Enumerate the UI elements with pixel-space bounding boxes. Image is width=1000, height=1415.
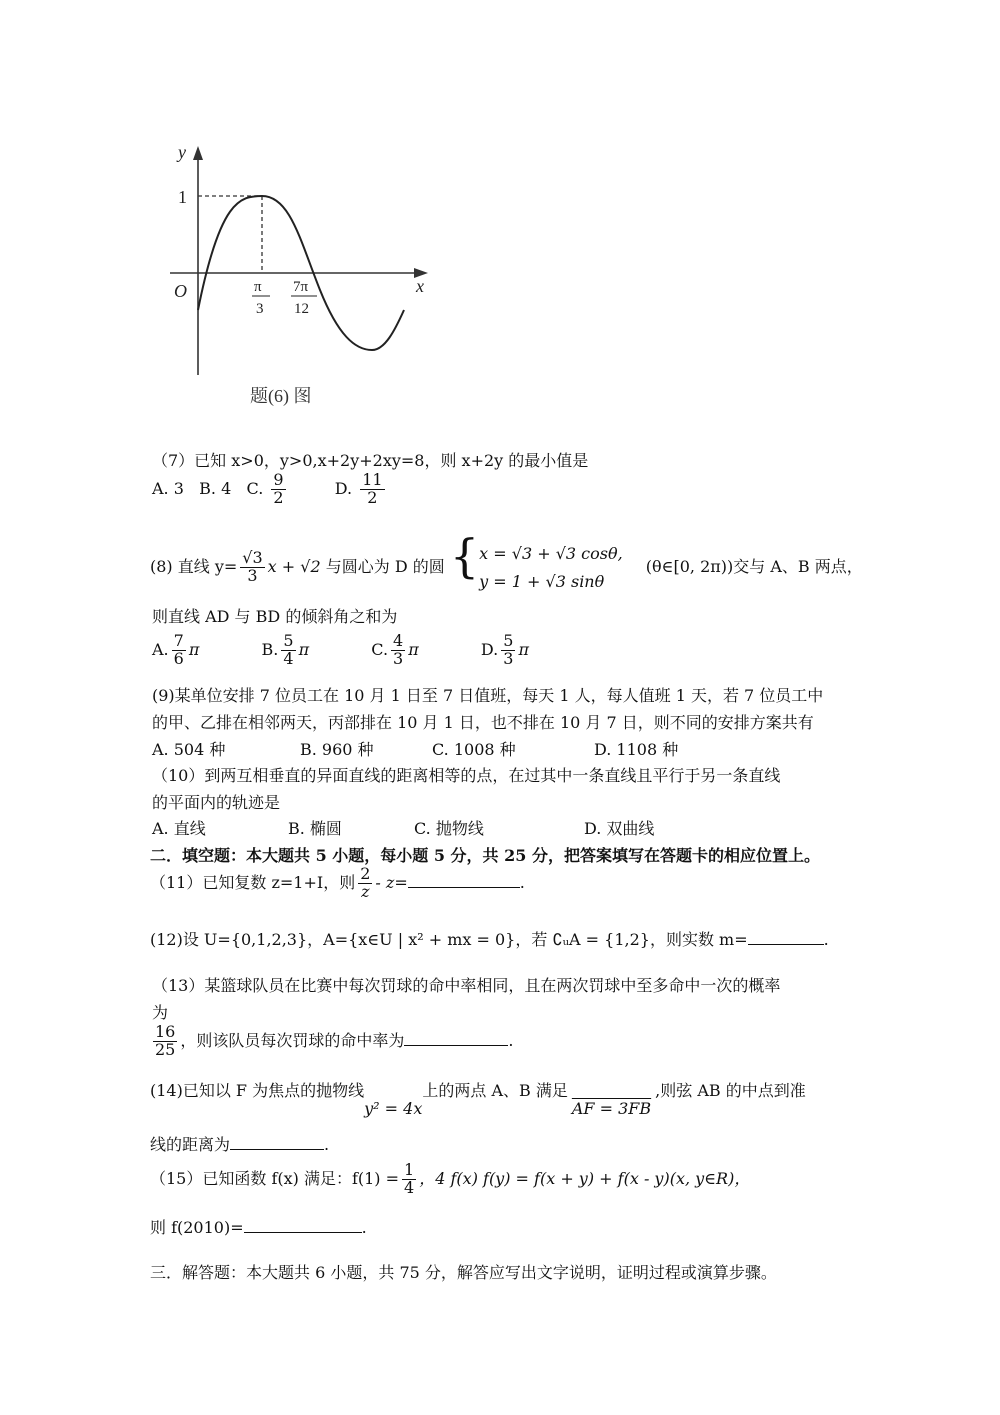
- q13-line2: 为: [152, 1003, 169, 1022]
- q14-vector: AF = 3FB: [571, 1099, 652, 1118]
- q9-line1: (9)某单位安排 7 位员工在 10 月 1 日至 7 日值班，每天 1 人，每人值班 1 天，若 7 位员工中: [152, 686, 824, 705]
- q13-answer-blank: [404, 1031, 508, 1046]
- y-axis-arrow: [193, 146, 203, 160]
- x-axis-label: x: [416, 276, 424, 296]
- q8-slope-frac: $\frac{√3}{3}$: [242, 548, 263, 585]
- section-2-heading: 二．填空题：本大题共 5 小题，每小题 5 分，共 25 分，把答案填写在答题卡的相应位置上。: [150, 846, 820, 865]
- q8-eq1: x = √3 + √3 cosθ,: [479, 544, 623, 564]
- q10-opt-d: D. 双曲线: [584, 819, 655, 838]
- q7-options: [152, 472, 388, 507]
- q10-line2: 的平面内的轨迹是: [152, 793, 281, 812]
- q12-answer-blank: [748, 930, 824, 945]
- q15-line1: （15）已知函数 f(x) 满足：f(1) = $\frac{1}{4}$ ，4 f(x) f(y) = f(x + y) + f(x - y)(x, y∈R)，: [150, 1160, 751, 1197]
- section-3-heading: 三．解答题：本大题共 6 小题，共 75 分，解答应写出文字说明，证明过程或演算步骤。: [150, 1263, 777, 1282]
- q11-answer-blank: [408, 873, 520, 888]
- q7-opt-d-label: D.: [334, 478, 353, 498]
- q7-stem: （7）已知 x>0，y>0,x+2y+2xy=8，则 x+2y 的最小值是: [152, 451, 589, 470]
- q10-opt-b: B. 椭圆: [288, 819, 342, 838]
- q15-line2: 则 f(2010)= .: [150, 1218, 367, 1237]
- x-tick2-num: 7π: [293, 279, 309, 295]
- q12: (12)设 U={0,1,2,3}，A={x∈U | x² + mx = 0}，若 ∁ᵤA = {1,2}，则实数 m= .: [150, 930, 829, 949]
- q13-line1: （13）某篮球队员在比赛中每次罚球的命中率相同，且在两次罚球中至多命中一次的概率: [152, 976, 781, 995]
- q7-opt-b: B. 4: [199, 478, 232, 498]
- q7-opt-c-label: C.: [246, 478, 264, 498]
- q9-opt-d: D. 1108 种: [594, 740, 679, 759]
- q11: （11）已知复数 z=1+I，则 $\frac{2}{z}$ - z= .: [150, 864, 525, 901]
- q10-line1: （10）到两互相垂直的异面直线的距离相等的点，在过其中一条直线且平行于另一条直线: [152, 766, 781, 785]
- q14-line2: 线的距离为 .: [150, 1135, 330, 1154]
- q8-range: (θ∈[0, 2π)): [645, 557, 734, 576]
- q8-opt-a: A. $\frac{7}{6}$ π: [152, 631, 200, 668]
- q7-opt-a: A. 3: [152, 478, 184, 498]
- q14-answer-blank: [230, 1135, 324, 1150]
- q10-opt-a: A. 直线: [152, 819, 206, 838]
- q9-opt-b: B. 960 种: [300, 740, 374, 759]
- q9-line2: 的甲、乙排在相邻两天，丙部排在 10 月 1 日，也不排在 10 月 7 日，则不同的安排方案共有: [152, 713, 814, 732]
- q8-eq2: y = 1 + √3 sinθ: [479, 571, 605, 591]
- figure-6-graph: [150, 140, 440, 415]
- x-tick1-den: 3: [256, 301, 264, 317]
- q7-opt-d-frac: $\frac{11}{2}$: [362, 470, 383, 507]
- q8-options: [152, 633, 529, 668]
- q10-opt-c: C. 抛物线: [414, 819, 484, 838]
- origin-label: O: [174, 281, 187, 301]
- q8-opt-b: B. $\frac{5}{4}$ π: [261, 631, 310, 668]
- q14-line1: (14)已知以 F 为焦点的抛物线y² = 4x上的两点 A、B 满足AF = 3FB,则弦 AB 的中点到准: [150, 1081, 806, 1118]
- figure-caption: 题(6) 图: [250, 386, 312, 406]
- x-tick2-den: 12: [294, 301, 309, 317]
- q9-opt-a: A. 504 种: [152, 740, 226, 759]
- q7-opt-c-frac: $\frac{9}{2}$: [273, 470, 284, 507]
- y-axis-label: y: [178, 142, 186, 162]
- q9-opt-c: C. 1008 种: [432, 740, 516, 759]
- q8-line2: 则直线 AD 与 BD 的倾斜角之和为: [152, 607, 398, 626]
- x-tick1-num: π: [254, 279, 262, 295]
- q8-opt-d: D. $\frac{5}{3}$ π: [480, 631, 529, 668]
- q13-line3: $\frac{16}{25}$ ，则该队员每次罚球的命中率为 .: [155, 1022, 514, 1059]
- q15-answer-blank: [244, 1218, 362, 1233]
- q8-line1: (8) 直线 y= $\frac{√3}{3}$ x + √2 与圆心为 D 的圆 { x = √3 + √3 cosθ, y = 1 + √3 sinθ (θ∈[0, 2π))交与 A、B 两点，: [150, 533, 863, 595]
- y-tick-label: 1: [178, 187, 187, 207]
- q8-opt-c: C. $\frac{4}{3}$ π: [371, 631, 419, 668]
